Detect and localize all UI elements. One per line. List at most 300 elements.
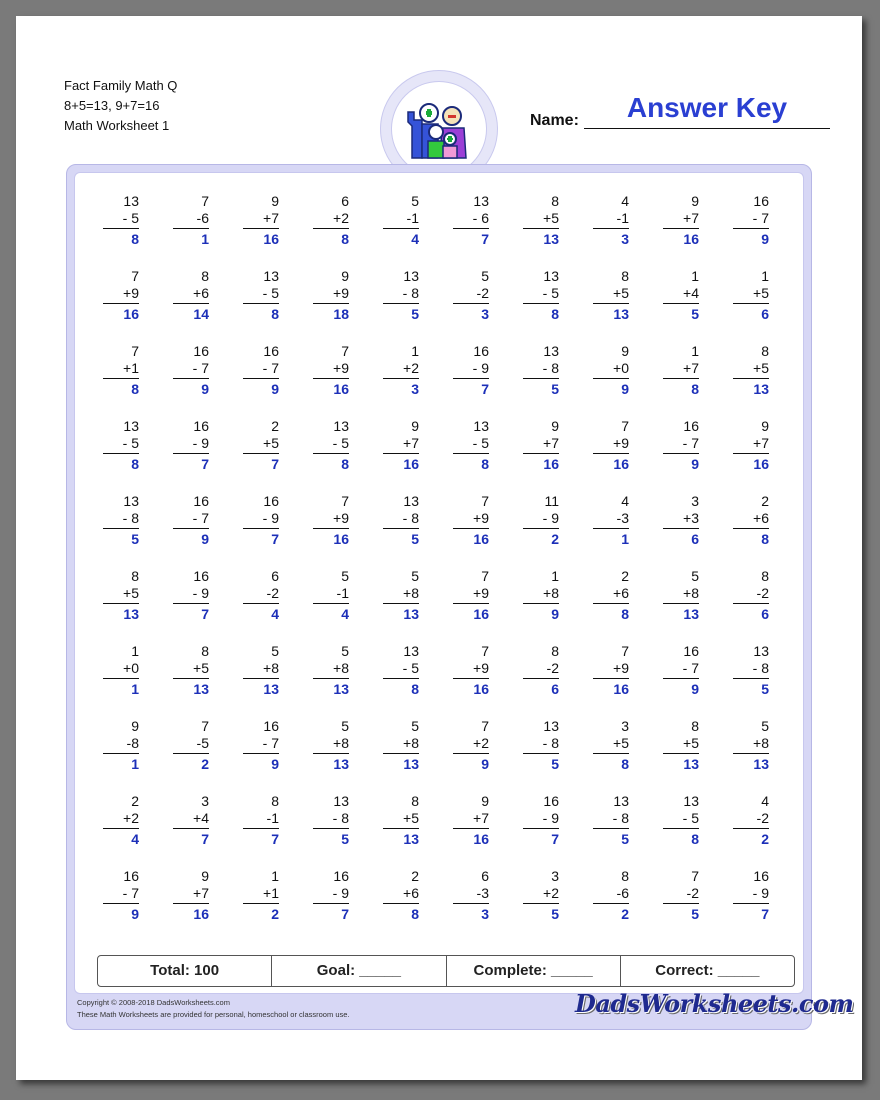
problem-operand: +6 (193, 285, 209, 301)
problem-operand: -6 (616, 885, 629, 901)
problem-top-number: 1 (761, 268, 769, 284)
problem (243, 193, 279, 248)
problem-rule (383, 753, 419, 754)
problem-answer: 9 (551, 606, 559, 622)
problem-answer: 8 (131, 381, 139, 397)
problem-top-number: 9 (481, 793, 489, 809)
answer-key-title: Answer Key (626, 92, 788, 123)
problem (243, 418, 279, 473)
problem-rule (173, 528, 209, 529)
problem-top-number: 9 (271, 193, 279, 209)
problem (663, 343, 699, 398)
problem-operand: - 8 (612, 810, 629, 826)
problem-rule (523, 303, 559, 304)
problem (383, 868, 419, 923)
problem (313, 493, 349, 548)
problem-operand: - 9 (752, 885, 769, 901)
problem-top-number: 13 (473, 418, 489, 434)
problem-answer: 13 (263, 681, 279, 697)
problem-operand: - 6 (472, 210, 489, 226)
problem (453, 643, 489, 698)
problem-top-number: 5 (481, 268, 489, 284)
name-field[interactable] (584, 128, 830, 129)
problem-rule (243, 378, 279, 379)
problem (383, 568, 419, 623)
problem (733, 418, 769, 473)
problem-answer: 7 (201, 606, 209, 622)
problem (593, 868, 629, 923)
problem-top-number: 16 (263, 718, 279, 734)
problem-top-number: 7 (131, 343, 139, 359)
problem (243, 643, 279, 698)
problem-rule (733, 453, 769, 454)
problem-answer: 5 (411, 531, 419, 547)
problem-rule (733, 828, 769, 829)
problem-operand: - 5 (122, 210, 139, 226)
problem (173, 268, 209, 323)
problem-answer: 8 (131, 456, 139, 472)
problem (313, 868, 349, 923)
problem-rule (313, 828, 349, 829)
problem-operand: +4 (683, 285, 699, 301)
problem-operand: +5 (753, 360, 769, 376)
problem-answer: 7 (201, 831, 209, 847)
problem-answer: 16 (333, 531, 349, 547)
footer (77, 997, 350, 1021)
problem-answer: 1 (131, 681, 139, 697)
problem-rule (663, 378, 699, 379)
problem-operand: +1 (123, 360, 139, 376)
problem-operand: +9 (473, 510, 489, 526)
problem-top-number: 7 (341, 493, 349, 509)
problem-answer: 16 (263, 231, 279, 247)
problem-top-number: 16 (683, 418, 699, 434)
problem-answer: 4 (411, 231, 419, 247)
problem-answer: 8 (691, 381, 699, 397)
problem-top-number: 5 (411, 193, 419, 209)
problem (453, 193, 489, 248)
worksheet-subtitle: 8+5=13, 9+7=16 (64, 98, 160, 113)
problem-operand: +7 (263, 210, 279, 226)
problem-rule (453, 828, 489, 829)
problem-answer: 16 (543, 456, 559, 472)
problem-rule (663, 903, 699, 904)
problem (243, 718, 279, 773)
problem-operand: +9 (613, 660, 629, 676)
problem-answer: 13 (613, 306, 629, 322)
problem-answer: 16 (473, 606, 489, 622)
problem-answer: 4 (131, 831, 139, 847)
usage-notice: These Math Worksheets are provided for personal, homeschool or classroom use. (77, 1010, 350, 1019)
problem-top-number: 3 (201, 793, 209, 809)
problem-answer: 9 (201, 531, 209, 547)
problem (663, 793, 699, 848)
problem-answer: 13 (333, 756, 349, 772)
problem-answer: 9 (271, 381, 279, 397)
problem-top-number: 16 (753, 193, 769, 209)
problem-answer: 13 (753, 381, 769, 397)
problem-answer: 13 (403, 831, 419, 847)
problem-top-number: 13 (403, 268, 419, 284)
problem-rule (663, 828, 699, 829)
problem-operand: - 9 (192, 435, 209, 451)
problem-rule (173, 453, 209, 454)
problem-answer: 4 (271, 606, 279, 622)
problem-operand: -1 (266, 810, 279, 826)
problem-operand: +7 (403, 435, 419, 451)
problem-answer: 2 (761, 831, 769, 847)
worksheet-page (16, 16, 862, 1080)
problem-answer: 13 (403, 756, 419, 772)
problem-operand: - 8 (542, 360, 559, 376)
problem-operand: - 7 (682, 435, 699, 451)
problem (523, 568, 559, 623)
problem-operand: +9 (333, 285, 349, 301)
problem-answer: 13 (333, 681, 349, 697)
problem-answer: 7 (481, 381, 489, 397)
problem-operand: +5 (613, 285, 629, 301)
problem-top-number: 13 (543, 343, 559, 359)
problem-top-number: 5 (341, 643, 349, 659)
problem (313, 793, 349, 848)
problem-operand: +6 (753, 510, 769, 526)
copyright-text: Copyright © 2008-2018 DadsWorksheets.com (77, 998, 230, 1007)
problem-operand: +9 (123, 285, 139, 301)
problem-answer: 13 (123, 606, 139, 622)
problem-answer: 8 (341, 456, 349, 472)
problem-top-number: 13 (263, 268, 279, 284)
problem-rule (523, 378, 559, 379)
problem-rule (313, 678, 349, 679)
problem (103, 793, 139, 848)
problem-rule (663, 528, 699, 529)
problem-operand: +5 (403, 810, 419, 826)
problem-top-number: 9 (131, 718, 139, 734)
problem-rule (453, 603, 489, 604)
problem-answer: 8 (411, 906, 419, 922)
problem-operand: +2 (123, 810, 139, 826)
problem (173, 343, 209, 398)
problem-rule (103, 303, 139, 304)
problem-top-number: 13 (403, 493, 419, 509)
problem (383, 193, 419, 248)
problem-rule (173, 753, 209, 754)
problem-answer: 18 (333, 306, 349, 322)
problem-operand: -2 (476, 285, 489, 301)
problem-answer: 16 (333, 381, 349, 397)
problem-top-number: 2 (271, 418, 279, 434)
problem-top-number: 9 (761, 418, 769, 434)
problem-rule (663, 753, 699, 754)
problem (383, 718, 419, 773)
problem-answer: 7 (341, 906, 349, 922)
problem (523, 418, 559, 473)
problem (663, 718, 699, 773)
problem-top-number: 13 (543, 268, 559, 284)
problem-rule (173, 678, 209, 679)
problem-operand: +7 (683, 210, 699, 226)
problem (243, 268, 279, 323)
problem-operand: +4 (193, 810, 209, 826)
problem-operand: - 5 (472, 435, 489, 451)
problem-rule (103, 453, 139, 454)
problem (523, 718, 559, 773)
problem-operand: - 7 (192, 360, 209, 376)
problem-top-number: 9 (201, 868, 209, 884)
problem-answer: 8 (551, 306, 559, 322)
problem-operand: +8 (263, 660, 279, 676)
problem-answer: 13 (543, 231, 559, 247)
problem-rule (733, 228, 769, 229)
problem-answer: 5 (411, 306, 419, 322)
problem-operand: - 5 (402, 660, 419, 676)
problem-top-number: 7 (481, 643, 489, 659)
worksheet-title: Fact Family Math Q (64, 78, 178, 93)
problem-rule (383, 678, 419, 679)
problem-rule (453, 753, 489, 754)
problem-operand: - 8 (402, 285, 419, 301)
problem-top-number: 13 (753, 643, 769, 659)
problem-operand: +8 (403, 735, 419, 751)
problem-top-number: 7 (481, 568, 489, 584)
problem-top-number: 6 (341, 193, 349, 209)
problem-frame (66, 164, 854, 1030)
problem-top-number: 16 (193, 568, 209, 584)
problem-answer: 1 (621, 531, 629, 547)
problem-top-number: 7 (621, 418, 629, 434)
problem (173, 793, 209, 848)
problem-top-number: 6 (481, 868, 489, 884)
problem-answer: 3 (481, 906, 489, 922)
problem-operand: +9 (473, 585, 489, 601)
problem (593, 643, 629, 698)
problem-top-number: 16 (333, 868, 349, 884)
problem-answer: 16 (473, 681, 489, 697)
problem-answer: 1 (201, 231, 209, 247)
problem-operand: +9 (613, 435, 629, 451)
problem (313, 343, 349, 398)
worksheet-header (64, 76, 177, 136)
problem-answer: 13 (683, 606, 699, 622)
problem-answer: 7 (481, 231, 489, 247)
problem-operand: +2 (473, 735, 489, 751)
problem-answer: 14 (193, 306, 209, 322)
problem-answer: 16 (403, 456, 419, 472)
problem-top-number: 13 (683, 793, 699, 809)
problem-answer: 9 (271, 756, 279, 772)
problem-operand: -1 (336, 585, 349, 601)
problem (103, 418, 139, 473)
problem-rule (103, 528, 139, 529)
complete-cell[interactable]: Complete: _____ (447, 956, 621, 986)
problem-rule (593, 228, 629, 229)
problem-top-number: 16 (123, 868, 139, 884)
problem-top-number: 7 (131, 268, 139, 284)
problem-answer: 9 (481, 756, 489, 772)
problem-operand: +7 (543, 435, 559, 451)
problem-operand: +7 (193, 885, 209, 901)
problem-top-number: 7 (201, 193, 209, 209)
problem-top-number: 8 (201, 268, 209, 284)
problem-operand: - 9 (472, 360, 489, 376)
problem-answer: 6 (551, 681, 559, 697)
problem-rule (383, 378, 419, 379)
brand-logo[interactable]: DadsWorksheets.com (575, 989, 854, 1018)
problem-operand: +0 (613, 360, 629, 376)
problem-operand: - 5 (682, 810, 699, 826)
name-label: Name: (530, 112, 579, 129)
problem-rule (733, 378, 769, 379)
problem-rule (733, 603, 769, 604)
problem (733, 793, 769, 848)
problem-operand: - 8 (402, 510, 419, 526)
problem-rule (313, 753, 349, 754)
problem-top-number: 16 (473, 343, 489, 359)
problem (313, 718, 349, 773)
problem (453, 568, 489, 623)
problem-top-number: 13 (473, 193, 489, 209)
problem-rule (523, 228, 559, 229)
problem-top-number: 8 (201, 643, 209, 659)
problem-top-number: 13 (403, 643, 419, 659)
problem-top-number: 9 (341, 268, 349, 284)
problem-rule (663, 603, 699, 604)
problem-rule (243, 453, 279, 454)
problem-rule (173, 228, 209, 229)
problem-rule (453, 228, 489, 229)
problem-answer: 7 (551, 831, 559, 847)
problem-top-number: 8 (621, 868, 629, 884)
problem (383, 268, 419, 323)
problem (593, 268, 629, 323)
problem-top-number: 7 (481, 493, 489, 509)
problem-answer: 5 (691, 306, 699, 322)
problem-top-number: 9 (621, 343, 629, 359)
problem-operand: -3 (476, 885, 489, 901)
problem-operand: +7 (683, 360, 699, 376)
problem-operand: +1 (263, 885, 279, 901)
problem-top-number: 9 (411, 418, 419, 434)
problem-operand: +8 (543, 585, 559, 601)
problem-answer: 5 (551, 906, 559, 922)
goal-cell[interactable]: Goal: _____ (272, 956, 446, 986)
problem-answer: 8 (411, 681, 419, 697)
problem-rule (243, 678, 279, 679)
problem-operand: -1 (616, 210, 629, 226)
problem-rule (523, 453, 559, 454)
problem-answer: 5 (621, 831, 629, 847)
problem-operand: +5 (123, 585, 139, 601)
problem-rule (103, 228, 139, 229)
problem (523, 193, 559, 248)
problem (593, 793, 629, 848)
family-icon (391, 81, 487, 177)
problem-answer: 9 (621, 381, 629, 397)
problem (523, 868, 559, 923)
problem-top-number: 7 (341, 343, 349, 359)
problem-operand: +2 (543, 885, 559, 901)
problem-answer: 3 (411, 381, 419, 397)
problem (103, 193, 139, 248)
problem (733, 718, 769, 773)
problem-operand: -3 (616, 510, 629, 526)
problem-rule (243, 228, 279, 229)
problem-answer: 9 (131, 906, 139, 922)
problem-operand: -6 (196, 210, 209, 226)
problem (103, 493, 139, 548)
problem-answer: 9 (691, 456, 699, 472)
problem-rule (383, 903, 419, 904)
problem-top-number: 8 (551, 643, 559, 659)
problem (243, 793, 279, 848)
problem-rule (103, 753, 139, 754)
problem-rule (243, 603, 279, 604)
problem-top-number: 13 (123, 493, 139, 509)
problem (453, 868, 489, 923)
problem-rule (523, 903, 559, 904)
correct-cell[interactable]: Correct: _____ (655, 962, 760, 979)
problem-top-number: 3 (621, 718, 629, 734)
problem (173, 643, 209, 698)
problem-top-number: 7 (691, 868, 699, 884)
problem-top-number: 5 (691, 568, 699, 584)
problem-rule (663, 678, 699, 679)
problem (313, 568, 349, 623)
problem-answer: 1 (131, 756, 139, 772)
problem (733, 268, 769, 323)
problem-rule (453, 453, 489, 454)
problem-rule (593, 453, 629, 454)
problem-answer: 2 (201, 756, 209, 772)
problem-answer: 7 (271, 456, 279, 472)
problem-rule (593, 678, 629, 679)
problem-top-number: 1 (691, 343, 699, 359)
problem-operand: - 8 (122, 510, 139, 526)
problem (103, 268, 139, 323)
problem-answer: 8 (341, 231, 349, 247)
problem-operand: - 9 (542, 810, 559, 826)
problem-top-number: 8 (551, 193, 559, 209)
problem (663, 193, 699, 248)
problem (593, 418, 629, 473)
problem (733, 343, 769, 398)
problem (103, 343, 139, 398)
problem-answer: 7 (271, 831, 279, 847)
problem-top-number: 1 (411, 343, 419, 359)
problem (523, 268, 559, 323)
problem (733, 568, 769, 623)
problem-answer: 8 (131, 231, 139, 247)
problem-rule (593, 528, 629, 529)
problem-rule (523, 828, 559, 829)
problem-operand: +2 (403, 360, 419, 376)
problem (173, 568, 209, 623)
problem-top-number: 8 (761, 343, 769, 359)
problem (173, 493, 209, 548)
problem-rule (313, 453, 349, 454)
problem-operand: +9 (333, 360, 349, 376)
problem-operand: -2 (266, 585, 279, 601)
problem-answer: 13 (753, 756, 769, 772)
problem-operand: -2 (686, 885, 699, 901)
problem-answer: 16 (473, 831, 489, 847)
problem (103, 868, 139, 923)
problem-rule (383, 828, 419, 829)
problem-top-number: 3 (691, 493, 699, 509)
problem-answer: 13 (403, 606, 419, 622)
problem (383, 793, 419, 848)
problem (453, 268, 489, 323)
